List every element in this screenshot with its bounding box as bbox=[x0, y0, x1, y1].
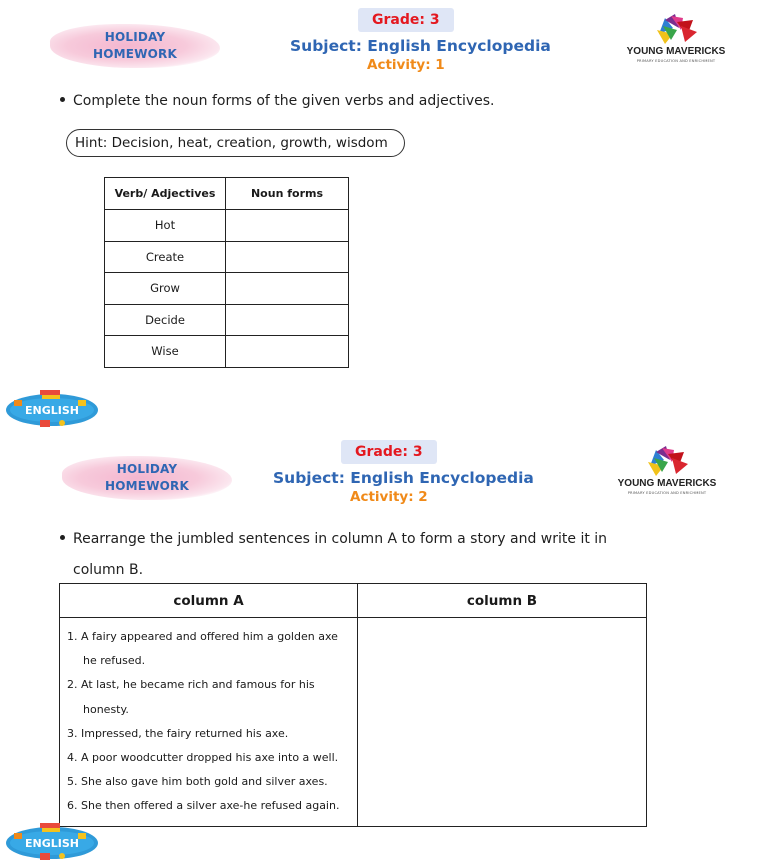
bullet-icon bbox=[60, 535, 65, 540]
homework-text: HOMEWORK bbox=[93, 47, 177, 61]
instruction-2: Rearrange the jumbled sentences in column A to form a story and write it in bbox=[60, 531, 607, 547]
list-item: 4. A poor woodcutter dropped his axe into a well. bbox=[67, 751, 339, 765]
holiday-text: HOLIDAY bbox=[104, 30, 166, 44]
homework-text: HOMEWORK bbox=[105, 479, 189, 493]
column-b-header: column B bbox=[358, 584, 647, 618]
english-badge-logo bbox=[4, 386, 100, 430]
noun-answer-cell[interactable] bbox=[226, 210, 349, 242]
bullet-icon bbox=[60, 97, 65, 102]
list-item: 2. At last, he became rich and famous for his bbox=[67, 678, 315, 692]
verb-cell: Wise bbox=[105, 336, 226, 368]
verb-cell: Hot bbox=[105, 210, 226, 242]
logo-text: YOUNG MAVERICKS bbox=[617, 478, 717, 489]
holiday-homework-label bbox=[50, 24, 220, 68]
column-b-answer-cell[interactable] bbox=[358, 618, 647, 827]
activity-label: Activity: 2 bbox=[350, 489, 428, 505]
table-row bbox=[105, 336, 349, 368]
grade-label: Grade: 3 bbox=[358, 8, 454, 32]
column-a-header: column A bbox=[60, 584, 358, 618]
rearrange-sentences-table bbox=[59, 583, 647, 827]
grade-label: Grade: 3 bbox=[341, 440, 437, 464]
verb-cell: Grow bbox=[105, 273, 226, 305]
english-books-icon bbox=[4, 386, 100, 430]
table-header-nouns: Noun forms bbox=[226, 178, 349, 210]
instruction-2-continued: column B. bbox=[73, 562, 144, 578]
english-badge-text: ENGLISH bbox=[25, 404, 79, 417]
list-item: he refused. bbox=[83, 654, 146, 668]
logo-flower-icon bbox=[621, 12, 731, 46]
instruction-1: Complete the noun forms of the given verbs and adjectives. bbox=[60, 93, 495, 109]
list-item: 3. Impressed, the fairy returned his axe. bbox=[67, 726, 289, 740]
holiday-homework-label bbox=[62, 456, 232, 500]
verb-cell: Decide bbox=[105, 304, 226, 336]
english-books-icon bbox=[4, 819, 100, 863]
subject-title: Subject: English Encyclopedia bbox=[290, 37, 551, 55]
noun-forms-table bbox=[104, 177, 349, 368]
hint-box: Hint: Decision, heat, creation, growth, wisdom bbox=[66, 129, 405, 157]
column-a-cell bbox=[60, 618, 358, 827]
young-mavericks-logo bbox=[621, 12, 731, 72]
table-row bbox=[105, 241, 349, 273]
logo-subtitle: PRIMARY EDUCATION AND ENRICHMENT bbox=[636, 59, 716, 63]
noun-answer-cell[interactable] bbox=[226, 241, 349, 273]
english-badge-logo bbox=[4, 819, 100, 863]
list-item: 1. A fairy appeared and offered him a golden axe bbox=[67, 630, 338, 643]
logo-subtitle: PRIMARY EDUCATION AND ENRICHMENT bbox=[627, 491, 707, 495]
holiday-text: HOLIDAY bbox=[116, 462, 178, 476]
logo-flower-icon bbox=[612, 444, 722, 478]
jumbled-sentences-list bbox=[61, 619, 356, 825]
table-row bbox=[105, 210, 349, 242]
table-row bbox=[105, 304, 349, 336]
list-item: 6. She then offered a silver axe-he refused again. bbox=[67, 799, 340, 813]
noun-answer-cell[interactable] bbox=[226, 336, 349, 368]
activity-label: Activity: 1 bbox=[367, 57, 445, 73]
english-badge-text: ENGLISH bbox=[25, 837, 79, 850]
noun-answer-cell[interactable] bbox=[226, 273, 349, 305]
list-item: 5. She also gave him both gold and silver axes. bbox=[67, 775, 328, 789]
noun-answer-cell[interactable] bbox=[226, 304, 349, 336]
verb-cell: Create bbox=[105, 241, 226, 273]
subject-title: Subject: English Encyclopedia bbox=[273, 469, 534, 487]
table-header-verbs: Verb/ Adjectives bbox=[105, 178, 226, 210]
list-item: honesty. bbox=[83, 702, 129, 716]
young-mavericks-logo bbox=[612, 444, 722, 504]
table-row bbox=[105, 273, 349, 305]
logo-text: YOUNG MAVERICKS bbox=[626, 46, 726, 57]
